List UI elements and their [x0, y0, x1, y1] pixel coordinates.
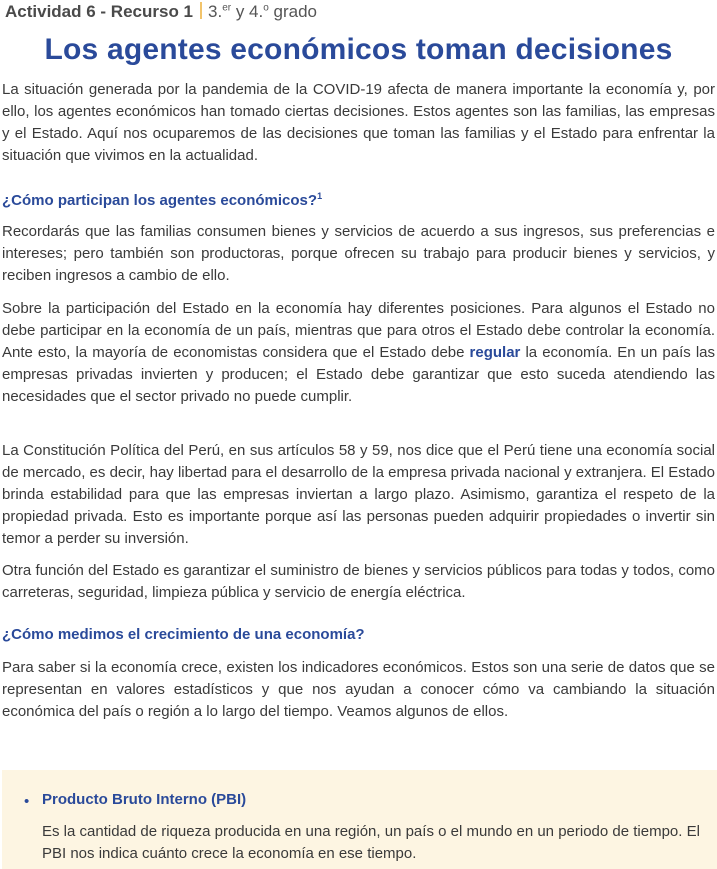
section1-paragraph-2: Sobre la participación del Estado en la economía hay diferentes posiciones. Para algunos el Estado no debe participar en la economía de un país, mientras que para otros el Estado debe controlar la economía. Ante esto, la mayoría de economistas considera que el Estado debe regular la economía. En un país las empresas privadas invierten y producen; el Estado debe garantizar que esto suceda atendiendo las necesidades que el sector privado no puede cumplir.	[2, 300, 716, 405]
section2-heading: ¿Cómo medimos el crecimiento de una economía?	[2, 626, 365, 643]
page-title: Los agentes económicos toman decisiones	[44, 33, 673, 66]
section1-paragraph-3: La Constitución Política del Perú, en sus artículos 58 y 59, nos dice que el Perú tiene una economía social de mercado, es decir, hay libertad para el desarrollo de la empresa privada nacional y extranjera. El Estado brinda estabilidad para que las empresas inviertan a largo plazo. Asimismo, garantiza el respeto de la propiedad privada. Esto es importante porque así las personas pueden adquirir propiedades o invertir sin temor a perder su inversión.	[2, 442, 715, 547]
header	[5, 0, 317, 22]
pbi-title: Producto Bruto Interno (PBI)	[42, 791, 247, 808]
pbi-description: Es la cantidad de riqueza producida en una región, un país o el mundo en un periodo de tiempo. El PBI nos indica cuánto crece la economía en ese tiempo.	[42, 823, 700, 862]
section1-paragraph-4: Otra función del Estado es garantizar el suministro de bienes y servicios públicos para todas y todos, como carreteras, seguridad, limpieza pública y servicio de energía eléctrica.	[2, 562, 715, 601]
regular-emphasis: regular	[469, 344, 521, 361]
header-separator	[200, 2, 202, 19]
section1-paragraph-1: Recordarás que las familias consumen bienes y servicios de acuerdo a sus ingresos, sus preferencias e intereses; pero también son productoras, porque ofrecen su trabajo para producir bienes y servicios, y reciben ingresos a cambio de ello.	[2, 223, 715, 284]
section2-paragraph-1: Para saber si la economía crece, existen los indicadores económicos. Estos son una serie de datos que se representan en valores estadísticos y que nos ayudan a conocer cómo va cambiando la situación económica del país o región a lo largo del tiempo. Veamos algunos de ellos.	[2, 659, 715, 720]
section1-heading: ¿Cómo participan los agentes económicos?$^1$	[2, 191, 323, 209]
bullet-icon: •	[24, 793, 30, 810]
intro-paragraph: La situación generada por la pandemia de la COVID-19 afecta de manera importante la economía y, por ello, los agentes económicos han tomado ciertas decisiones. Estos agentes son las familias, las empresas y el Estado. Aquí nos ocuparemos de las decisiones que toman las familias y el Estado para enfrentar la situación que vivimos en la actualidad.	[2, 81, 715, 164]
grade-label: 3.$^{er}$ y 4.$^o$ grado	[208, 2, 317, 21]
activity-label: Actividad 6 - Recurso 1	[5, 2, 194, 21]
